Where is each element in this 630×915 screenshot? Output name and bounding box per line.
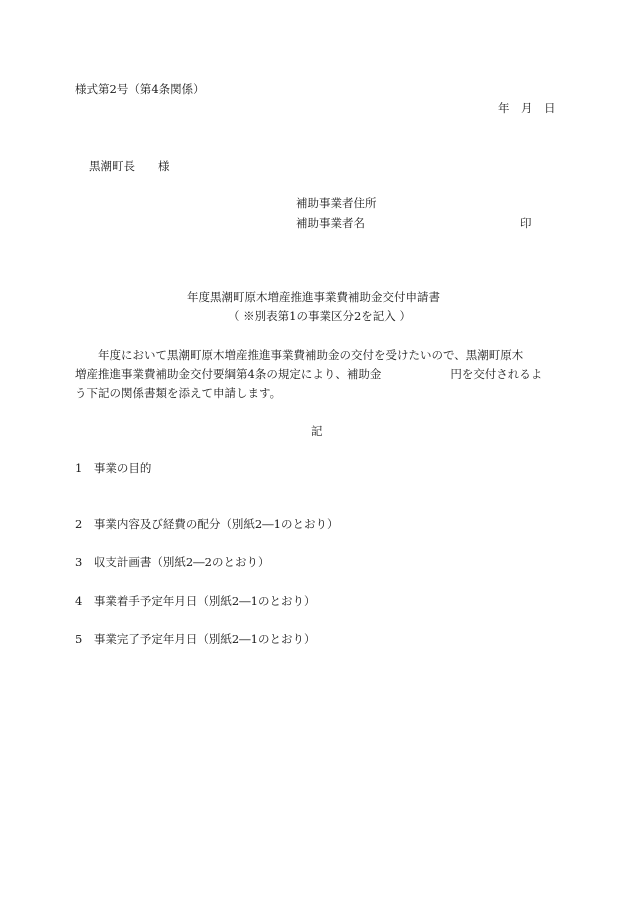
body-text-line-1: 年度において黒潮町原木増産推進事業費補助金の交付を受けたいので、黒潮町原木 xyxy=(75,348,524,362)
list-item: 3 収支計画書（別紙2―2のとおり） xyxy=(75,555,270,569)
list-item: 2 事業内容及び経費の配分（別紙2―1のとおり） xyxy=(75,517,339,531)
form-number: 様式第2号（第4条関係） xyxy=(75,82,205,96)
ki-heading: 記 xyxy=(311,424,323,438)
list-item: 1 事業の目的 xyxy=(75,461,152,475)
list-item: 4 事業着手予定年月日（別紙2―1のとおり） xyxy=(75,594,316,608)
addressee: 黒潮町長 様 xyxy=(89,159,170,173)
document-subtitle: （ ※別表第1の事業区分2を記入 ） xyxy=(228,309,411,323)
body-text-line-3: う下記の関係書類を添えて申請します。 xyxy=(75,386,282,400)
document-title: 年度黒潮町原木増産推進事業費補助金交付申請書 xyxy=(187,290,440,304)
applicant-address-label: 補助事業者住所 xyxy=(296,196,377,210)
applicant-name-label: 補助事業者名 xyxy=(296,216,365,230)
seal-mark: 印 xyxy=(520,216,532,230)
date-line: 年 月 日 xyxy=(498,101,556,115)
body-text-line-2: 増産推進事業費補助金交付要綱第4条の規定により、補助金 円を交付されるよ xyxy=(75,367,543,381)
list-item: 5 事業完了予定年月日（別紙2―1のとおり） xyxy=(75,632,316,646)
